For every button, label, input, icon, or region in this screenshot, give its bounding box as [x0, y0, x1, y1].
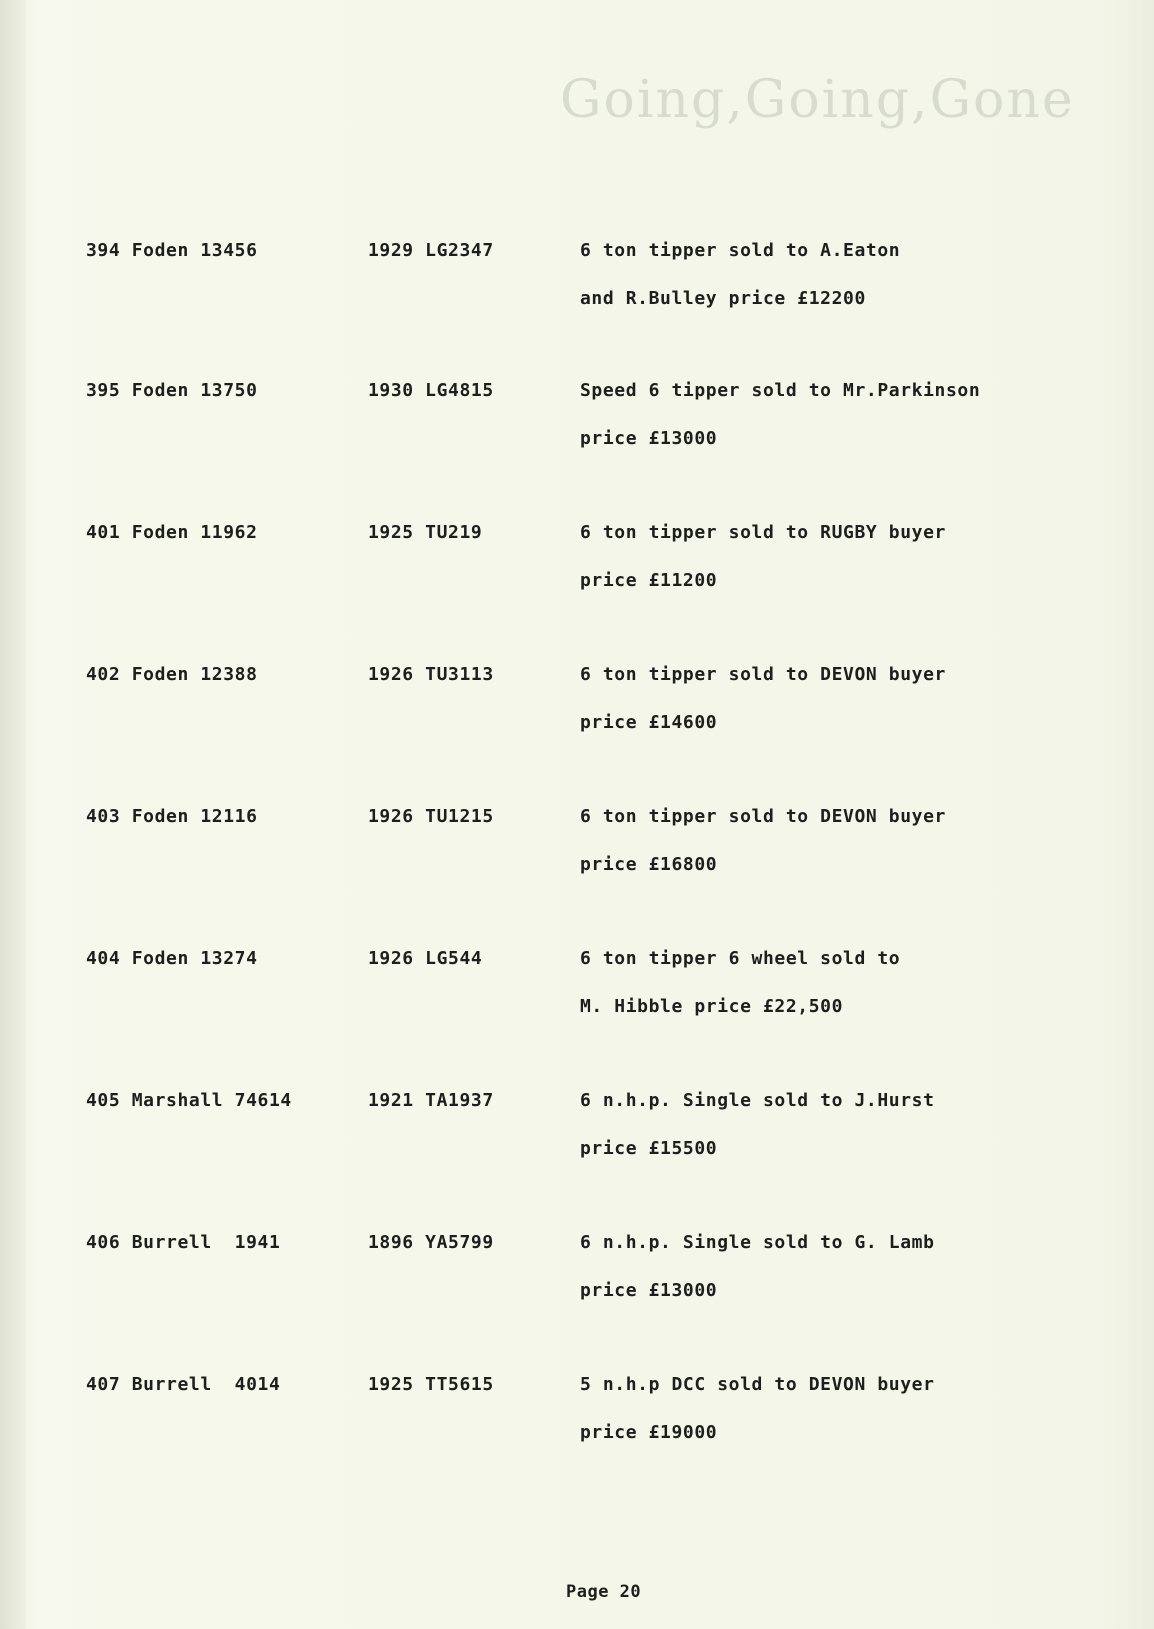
auction-entry: [0, 380, 1154, 480]
auction-entry: [0, 522, 1154, 622]
auction-entry: [0, 1090, 1154, 1190]
sale-description: 6 ton tipper 6 wheel sold to: [580, 948, 901, 969]
sale-price-line: M. Hibble price £22,500: [580, 996, 844, 1017]
lot-and-engine: 394 Foden 13456: [86, 240, 258, 261]
sale-price-line: price £13000: [580, 428, 718, 449]
lot-and-engine: 406 Burrell 1941: [86, 1232, 281, 1253]
show-through-heading: Going,Going,Gone: [560, 70, 1075, 130]
auction-entry: [0, 1374, 1154, 1474]
sale-description: Speed 6 tipper sold to Mr.Parkinson: [580, 380, 981, 401]
lot-and-engine: 403 Foden 12116: [86, 806, 258, 827]
sale-description: 6 n.h.p. Single sold to J.Hurst: [580, 1090, 935, 1111]
auction-entry: [0, 664, 1154, 764]
lot-and-engine: 401 Foden 11962: [86, 522, 258, 543]
year-and-registration: 1930 LG4815: [368, 380, 494, 401]
lot-and-engine: 404 Foden 13274: [86, 948, 258, 969]
auction-entry: [0, 806, 1154, 906]
auction-entry: [0, 240, 1154, 340]
year-and-registration: 1926 TU1215: [368, 806, 494, 827]
year-and-registration: 1896 YA5799: [368, 1232, 494, 1253]
sale-description: 6 ton tipper sold to DEVON buyer: [580, 664, 946, 685]
year-and-registration: 1929 LG2347: [368, 240, 494, 261]
auction-entry: [0, 948, 1154, 1048]
sale-description: 6 ton tipper sold to DEVON buyer: [580, 806, 946, 827]
sale-price-line: price £15500: [580, 1138, 718, 1159]
sale-price-line: price £19000: [580, 1422, 718, 1443]
sale-price-line: price £11200: [580, 570, 718, 591]
year-and-registration: 1926 TU3113: [368, 664, 494, 685]
sale-price-line: price £16800: [580, 854, 718, 875]
sale-price-line: price £13000: [580, 1280, 718, 1301]
sale-price-line: and R.Bulley price £12200: [580, 288, 866, 309]
sale-price-line: price £14600: [580, 712, 718, 733]
year-and-registration: 1921 TA1937: [368, 1090, 494, 1111]
sale-description: 6 ton tipper sold to RUGBY buyer: [580, 522, 946, 543]
year-and-registration: 1925 TT5615: [368, 1374, 494, 1395]
lot-and-engine: 405 Marshall 74614: [86, 1090, 292, 1111]
year-and-registration: 1926 LG544: [368, 948, 483, 969]
page-number: Page 20: [566, 1582, 642, 1602]
sale-description: 6 ton tipper sold to A.Eaton: [580, 240, 901, 261]
lot-and-engine: 402 Foden 12388: [86, 664, 258, 685]
lot-and-engine: 395 Foden 13750: [86, 380, 258, 401]
auction-entry: [0, 1232, 1154, 1332]
sale-description: 5 n.h.p DCC sold to DEVON buyer: [580, 1374, 935, 1395]
lot-and-engine: 407 Burrell 4014: [86, 1374, 281, 1395]
sale-description: 6 n.h.p. Single sold to G. Lamb: [580, 1232, 935, 1253]
year-and-registration: 1925 TU219: [368, 522, 483, 543]
